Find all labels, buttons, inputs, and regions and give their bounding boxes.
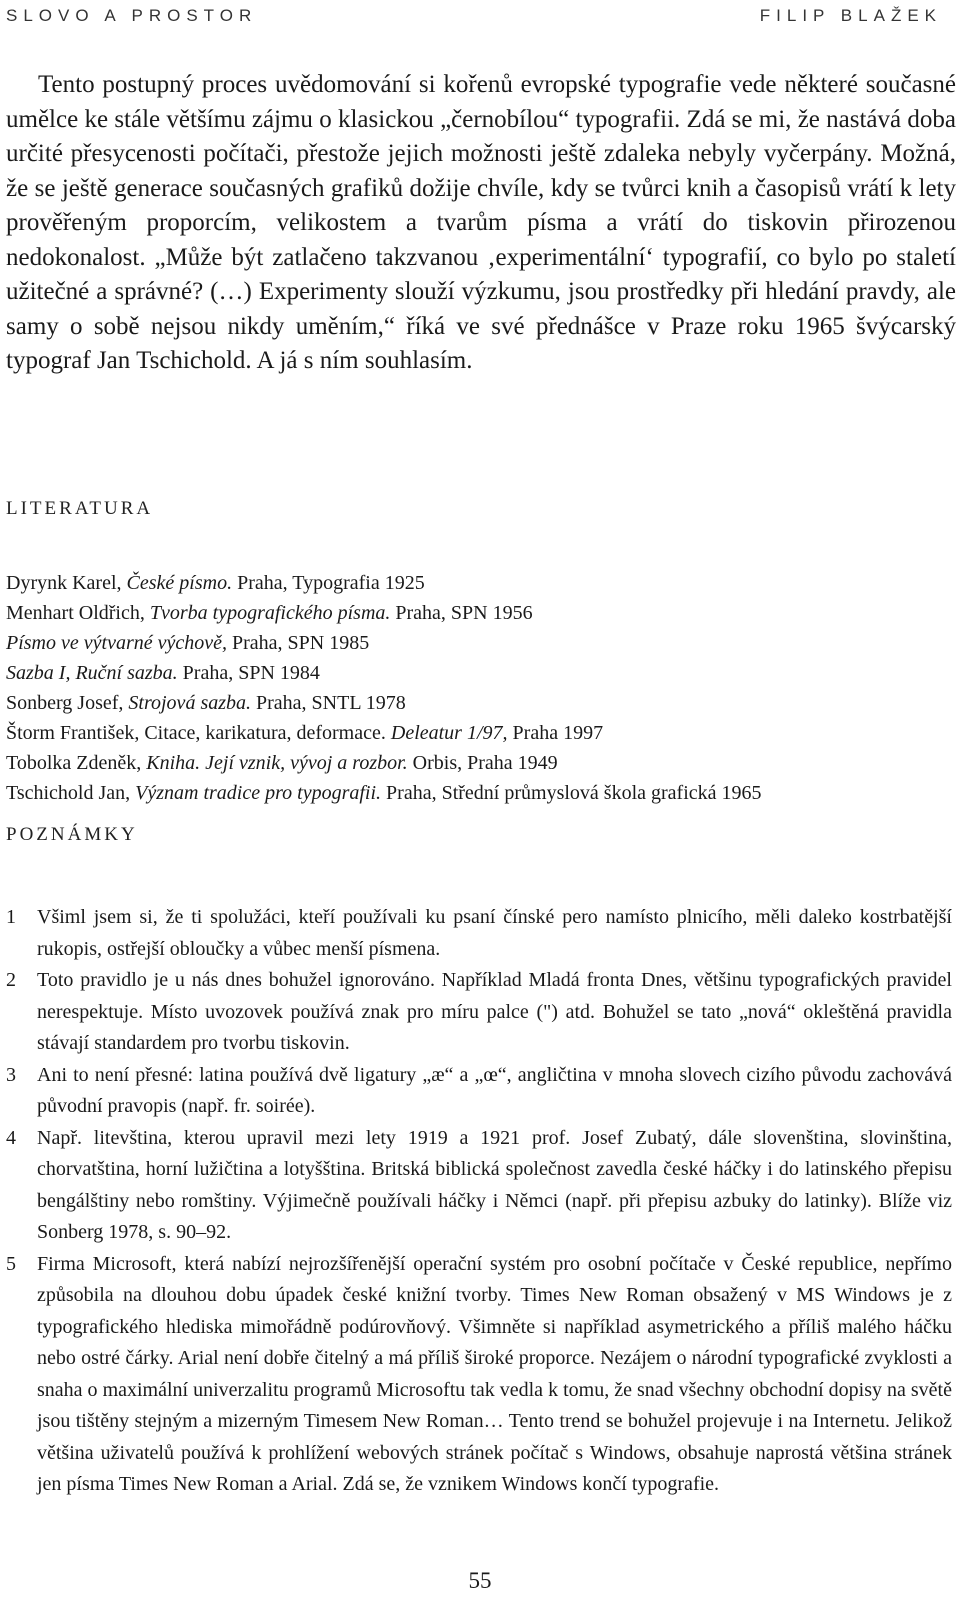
literature-item — [6, 568, 946, 598]
literature-title: Strojová sazba. — [128, 692, 252, 714]
note-item — [6, 902, 952, 965]
literature-title: Sazba I, Ruční sazba. — [6, 662, 178, 684]
literature-author: Dyrynk Karel, — [6, 572, 127, 594]
note-item — [6, 965, 952, 1060]
literature-heading: LITERATURA — [6, 498, 154, 519]
literature-title: Význam tradice pro typografii. — [135, 782, 382, 804]
literature-publisher: Praha, SPN 1985 — [227, 632, 370, 654]
literature-title: Tvorba typografického písma. — [149, 602, 391, 624]
literature-item — [6, 748, 946, 778]
literature-publisher: Praha 1997 — [507, 722, 604, 744]
literature-publisher: Praha, SPN 1956 — [390, 602, 533, 624]
body-paragraph: Tento postupný proces uvědomování si kořenů evropské typografie vede některé současné umělce ke stále většímu zájmu o klasickou „černobílou“ typografii. Zdá se mi, že nastává doba určité přesycenosti počítači, přestože jejich možnosti ještě zdaleka nebyly vyčerpány. Možná, že se ještě generace současných grafiků dožije chvíle, kdy se tvůrci knih a časopisů vrátí k lety prověřeným proporcím, velikostem a tvarům písma a vrátí do tiskovin přirozenou nedokonalost. „Může být zatlačeno takzvanou ‚experimentální‘ typografií, co bylo po staletí užitečné a správné? (…) Experimenty slouží výzkumu, jsou prostředky při hledání pravdy, ale samy o sobě nejsou nikdy uměním,“ říká ve své přednášce v Praze roku 1965 švýcarský typograf Jan Tschichold. A já s ním souhlasím. — [6, 71, 956, 374]
literature-author: Štorm František, Citace, karikatura, deformace. — [6, 722, 391, 744]
literature-publisher: Praha, SNTL 1978 — [251, 692, 406, 714]
literature-item — [6, 658, 946, 688]
body-text — [6, 68, 956, 379]
note-item — [6, 1123, 952, 1249]
literature-publisher: Praha, SPN 1984 — [177, 662, 320, 684]
literature-item — [6, 778, 946, 808]
page-number: 55 — [468, 1568, 492, 1593]
note-item — [6, 1249, 952, 1501]
literature-title: Písmo ve výtvarné výchově, — [6, 632, 227, 654]
literature-publisher: Orbis, Praha 1949 — [407, 752, 558, 774]
note-number: 1 — [6, 906, 16, 928]
literature-list — [6, 568, 946, 808]
note-text: Firma Microsoft, která nabízí nejrozšířenější operační systém pro osobní počítače v České republice, nepřímo způsobila na dlouhou dobu úpadek české knižní tvorby. Times New Roman obsažený v MS Windows je z typografického hlediska mimořádně podúrovňový. Všimněte si například asymetrického a příliš malého háčku nebo ostré čárky. Arial není dobře čitelný a má příliš široké proporce. Nezájem o národní typografické zvyklosti a snaha o maximální univerzalitu programů Microsoftu tak vedla k tomu, že snad všechny obchodní dopisy na světě jsou tištěny stejným a mizerným Timesem New Roman… Tento trend se bohužel projevuje i na Internetu. Jelikož většina uživatelů používá k prohlížení webových stránek počítač s Windows, obsahuje naprostá většina stránek jen písma Times New Roman a Arial. Zdá se, že vznikem Windows končí typografie. — [37, 1252, 952, 1495]
literature-item — [6, 628, 946, 658]
literature-title: Deleatur 1/97, — [390, 722, 508, 744]
literature-item — [6, 598, 946, 628]
note-number: 2 — [6, 969, 16, 991]
literature-item — [6, 718, 946, 748]
notes-list — [6, 902, 952, 1501]
literature-author: Sonberg Josef, — [6, 692, 129, 714]
note-item — [6, 1060, 952, 1123]
running-head-left: SLOVO A PROSTOR — [6, 6, 258, 25]
running-head-right: FILIP BLAŽEK — [759, 6, 942, 25]
note-number: 4 — [6, 1126, 16, 1149]
note-text: Toto pravidlo je u nás dnes bohužel ignorováno. Například Mladá fronta Dnes, většinu typografických pravidel nerespektuje. Místo uvozovek používá znak pro míru palce (") atd. Bohužel se tato „nová“ okleštěná pravidla stávají standardem pro tvorbu tiskovin. — [37, 969, 952, 1054]
literature-author: Menhart Oldřich, — [6, 602, 150, 624]
literature-item — [6, 688, 946, 718]
note-number: 3 — [6, 1063, 16, 1086]
note-text: Např. litevština, kterou upravil mezi lety 1919 a 1921 prof. Josef Zubatý, dále slovenština, slovinština, chorvatština, horní lužičtina a lotyšština. Britská biblická společnost zavedla české háčky i do latinského přepisu bengálštiny nebo romštiny. Výjimečně používali háčky i Němci (např. při přepisu azbuky do latinky). Blíže viz Sonberg 1978, s. 90–92. — [37, 1126, 952, 1243]
literature-author: Tobolka Zdeněk, — [6, 752, 147, 774]
literature-title: České písmo. — [126, 572, 233, 594]
note-text: Všiml jsem si, že ti spolužáci, kteří používali ku psaní čínské pero namísto plnicího, měli daleko kostrbatější rukopis, ostřejší obloučky a vůbec menší písmena. — [37, 906, 952, 960]
literature-publisher: Praha, Střední průmyslová škola grafická 1965 — [381, 782, 762, 804]
note-text: Ani to není přesné: latina používá dvě ligatury „æ“ a „œ“, angličtina v mnoha slovech cizího původu zachovává původní pravopis (např. fr. soirée). — [37, 1063, 952, 1117]
note-number: 5 — [6, 1252, 16, 1275]
literature-author: Tschichold Jan, — [6, 782, 136, 804]
notes-heading: POZNÁMKY — [6, 824, 138, 845]
literature-publisher: Praha, Typografia 1925 — [232, 572, 425, 594]
running-head — [6, 6, 942, 26]
literature-title: Kniha. Její vznik, vývoj a rozbor. — [146, 752, 408, 774]
